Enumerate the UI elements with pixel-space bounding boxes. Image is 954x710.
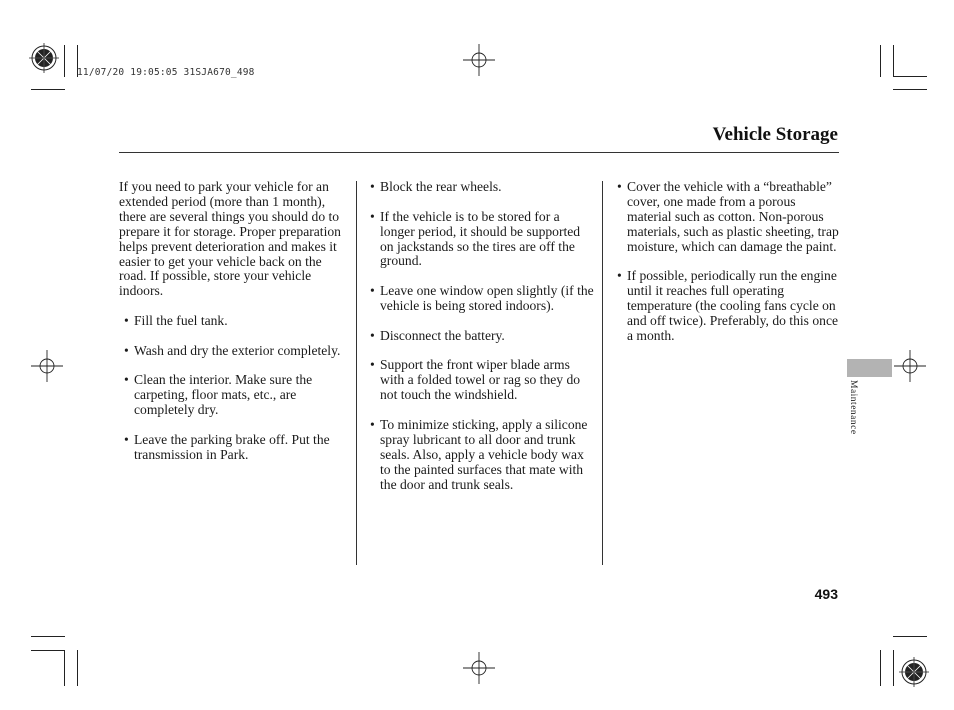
crop-mark [893, 76, 927, 77]
crop-mark [893, 636, 927, 637]
crop-mark [880, 45, 881, 77]
crop-mark [880, 650, 881, 686]
registration-crosshair-top [463, 44, 495, 76]
crop-mark [893, 89, 927, 90]
header-rule [119, 152, 839, 153]
column-2 [370, 180, 596, 507]
crop-mark [31, 650, 65, 651]
list-item: • Wash and dry the exterior completely. [124, 344, 347, 359]
intro-paragraph: If you need to park your vehicle for an extended period (more than 1 month), there are several things you should do to prepare it for storage. Proper preparation helps prevent deterioration and makes it easier to get your vehicle back on the road. If possible, store your vehicle indoors. [119, 179, 341, 299]
bullet-list [617, 180, 843, 344]
registration-crosshair-right [894, 350, 926, 382]
list-item: • To minimize sticking, apply a silicone spray lubricant to all door and trunk seals. Also, apply a vehicle body wax to the painted surfaces that mate with the door and trunk seals. [370, 418, 596, 493]
bullet-list [370, 180, 596, 492]
crop-mark [31, 636, 65, 637]
registration-target-top-left [29, 43, 59, 73]
crop-mark [77, 650, 78, 686]
crop-mark [893, 650, 894, 686]
list-item: • Support the front wiper blade arms with a folded towel or rag so they do not touch the windshield. [370, 358, 596, 403]
section-tab [847, 359, 892, 377]
column-divider [356, 181, 357, 565]
list-item: • Fill the fuel tank. [124, 314, 347, 329]
column-3 [617, 180, 843, 359]
bullet-list [119, 314, 347, 463]
crop-mark [31, 89, 65, 90]
registration-target-bottom-right [899, 657, 929, 687]
page-number: 493 [814, 586, 838, 602]
list-item: • If the vehicle is to be stored for a longer period, it should be supported on jackstands so the tires are off the ground. [370, 210, 596, 270]
list-item: • Clean the interior. Make sure the carpeting, floor mats, etc., are completely dry. [124, 373, 347, 418]
section-tab-label: Maintenance [848, 380, 858, 435]
list-item: • Leave the parking brake off. Put the transmission in Park. [124, 433, 347, 463]
print-metadata: 11/07/20 19:05:05 31SJA670_498 [77, 67, 255, 78]
list-item: • If possible, periodically run the engine until it reaches full operating temperature (the cooling fans cycle on and off twice). Preferably, do this once a month. [617, 269, 843, 344]
column-1 [119, 180, 347, 478]
registration-crosshair-left [31, 350, 63, 382]
list-item: • Leave one window open slightly (if the vehicle is being stored indoors). [370, 284, 596, 314]
list-item: • Cover the vehicle with a “breathable” cover, one made from a porous material such as cotton. Non-porous materials, such as plastic sheeting, trap moisture, which can damage the paint. [617, 180, 843, 255]
list-item: • Block the rear wheels. [370, 180, 596, 195]
page-title: Vehicle Storage [712, 124, 838, 145]
column-divider [602, 181, 603, 565]
crop-mark [64, 650, 65, 686]
crop-mark [893, 45, 894, 77]
list-item: • Disconnect the battery. [370, 329, 596, 344]
crop-mark [64, 45, 65, 77]
registration-crosshair-bottom [463, 652, 495, 684]
